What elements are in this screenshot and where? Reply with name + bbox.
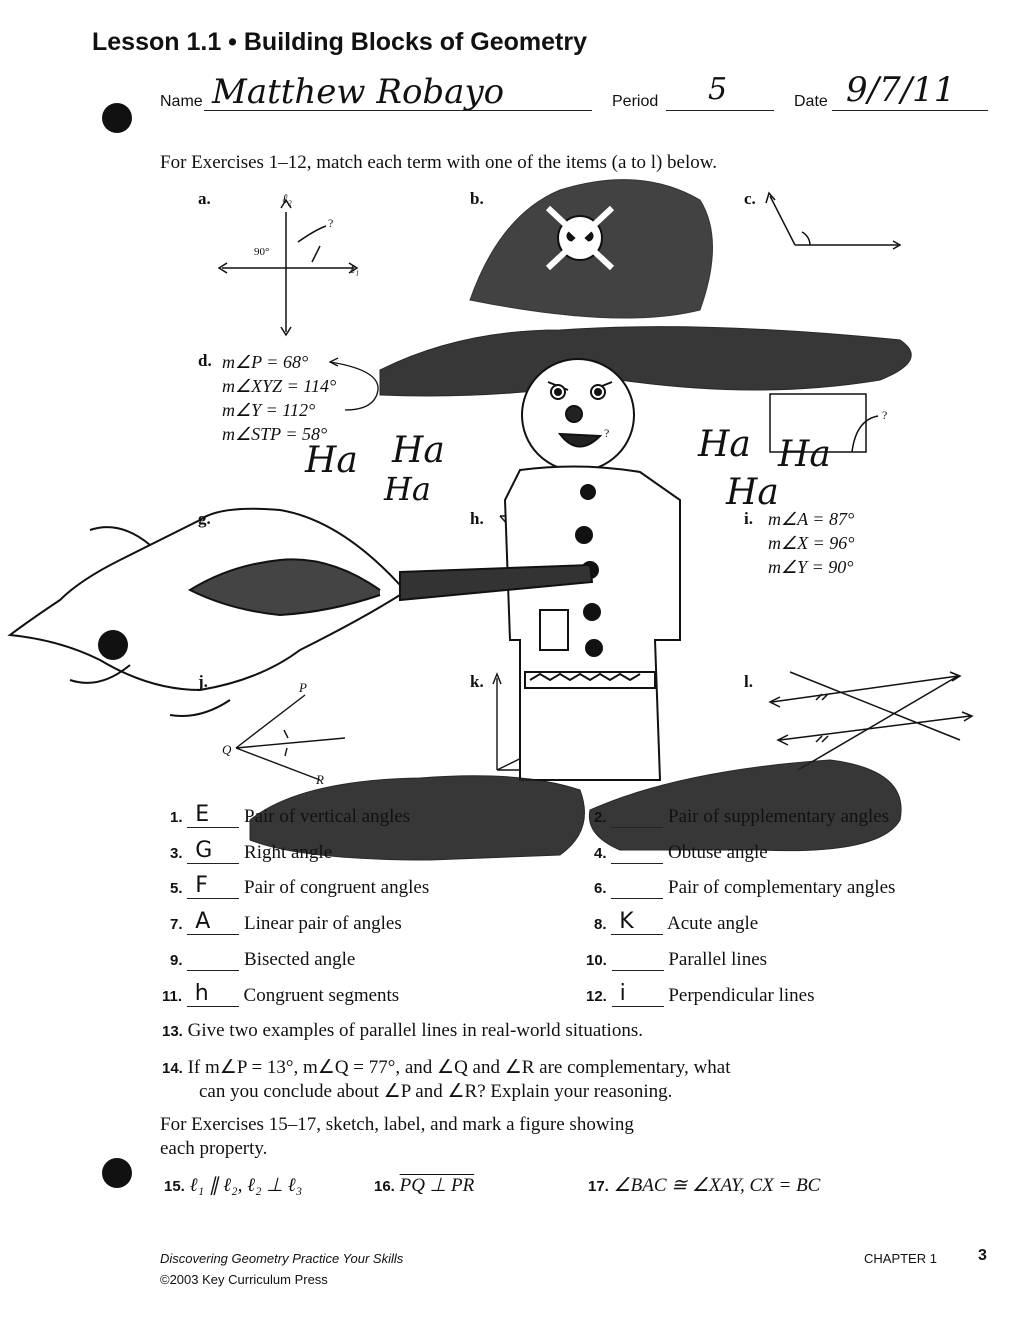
- figure-l-parallel-lines: [770, 672, 972, 770]
- exercises-15-17-intro-1: For Exercises 15–17, sketch, label, and mark a figure showing: [160, 1114, 634, 1135]
- figure-d-arrows: [330, 358, 378, 410]
- exercise-15: [164, 1174, 302, 1197]
- exercise-number: 11.: [162, 988, 183, 1005]
- doodle-ha-1: Ha: [305, 440, 358, 481]
- exercise-17: [588, 1174, 820, 1197]
- figure-label-d: d.: [198, 351, 212, 370]
- exercise-term: Right angle: [244, 842, 333, 863]
- exercise-6: [594, 877, 895, 899]
- exercise-15-text: ℓ₁ ∥ ℓ₂, ℓ₂ ⊥ ℓ₃: [189, 1175, 303, 1196]
- answer-value: G: [195, 838, 213, 863]
- figure-j-bisected-angle: [236, 695, 345, 780]
- exercise-number: 7.: [170, 916, 183, 933]
- figure-a-perpendicular: [219, 200, 360, 335]
- exercise-3: [170, 838, 333, 864]
- exercise-term: Congruent segments: [243, 985, 400, 1006]
- figure-a-question: ?: [328, 216, 334, 230]
- exercise-term: Pair of vertical angles: [244, 806, 411, 827]
- answer-blank-11[interactable]: [187, 981, 239, 1007]
- exercise-11: [162, 981, 400, 1007]
- figure-d-line-3: m∠Y = 112°: [222, 400, 316, 420]
- exercise-number: 10.: [586, 952, 607, 969]
- figure-label-h: h.: [470, 509, 484, 528]
- footer-copyright: ©2003 Key Curriculum Press: [160, 1272, 328, 1287]
- exercise-13-text: Give two examples of parallel lines in real-world situations.: [187, 1020, 643, 1041]
- figure-i-line-2: m∠X = 96°: [768, 533, 855, 553]
- answer-blank-6[interactable]: [611, 880, 663, 899]
- figure-label-c: c.: [744, 189, 756, 208]
- figure-label-k: k.: [470, 672, 484, 691]
- date-label: Date: [794, 93, 828, 110]
- answer-blank-5[interactable]: [187, 873, 239, 899]
- exercise-term: Bisected angle: [244, 949, 356, 970]
- answer-blank-3[interactable]: [187, 838, 239, 864]
- answer-value: K: [619, 909, 634, 934]
- exercise-number: 4.: [594, 845, 607, 862]
- exercise-number: 17.: [588, 1178, 609, 1195]
- figure-e-question: ?: [882, 408, 888, 422]
- figure-label-a: a.: [198, 189, 211, 208]
- doodle-ha-3: Ha: [384, 470, 431, 508]
- exercise-term: Perpendicular lines: [668, 985, 815, 1006]
- doodle-ha-2: Ha: [392, 430, 445, 471]
- period-value[interactable]: 5: [708, 72, 728, 107]
- doodle-ha-5: Ha: [778, 434, 831, 475]
- exercise-number: 14.: [162, 1060, 183, 1077]
- exercise-5: [170, 873, 430, 899]
- exercise-9: [170, 949, 355, 971]
- exercise-16: [374, 1174, 474, 1197]
- footer-chapter: CHAPTER 1: [864, 1251, 937, 1266]
- answer-value: h: [194, 981, 209, 1006]
- exercises-15-17-intro-2: each property.: [160, 1138, 268, 1159]
- answer-value: i: [619, 981, 626, 1006]
- exercise-7: [170, 909, 402, 935]
- figure-d-line-1: m∠P = 68°: [222, 352, 309, 372]
- figure-i-line-3: m∠Y = 90°: [768, 557, 854, 577]
- exercise-12: [586, 981, 815, 1007]
- date-value[interactable]: 9/7/11: [846, 70, 956, 110]
- figure-j-p-label: P: [299, 680, 307, 695]
- exercise-number: 9.: [170, 952, 183, 969]
- figure-d-line-2: m∠XYZ = 114°: [222, 376, 337, 396]
- figure-j-r-label: R: [316, 772, 324, 787]
- figure-i-line-1: m∠A = 87°: [768, 509, 855, 529]
- figure-a-l1-label: ℓ₁: [350, 262, 360, 276]
- page-title: Lesson 1.1 • Building Blocks of Geometry: [92, 28, 587, 56]
- period-label: Period: [612, 93, 659, 110]
- exercise-number: 2.: [594, 809, 607, 826]
- exercise-number: 12.: [586, 988, 607, 1005]
- exercise-2: [594, 806, 889, 828]
- answer-blank-7[interactable]: [187, 909, 239, 935]
- exercise-term: Acute angle: [666, 913, 759, 934]
- exercise-number: 1.: [170, 809, 183, 826]
- exercise-16-text: PQ ⊥ PR: [399, 1175, 475, 1196]
- exercise-10: [586, 949, 767, 971]
- exercise-14-line-2: can you conclude about ∠P and ∠R? Explain your reasoning.: [199, 1081, 673, 1102]
- exercise-term: Linear pair of angles: [244, 913, 402, 934]
- exercise-number: 15.: [164, 1178, 185, 1195]
- answer-value: F: [195, 873, 208, 898]
- exercise-8: [594, 909, 759, 935]
- answer-value: A: [195, 909, 211, 934]
- footer-book-title: Discovering Geometry Practice Your Skills: [160, 1251, 404, 1266]
- exercise-term: Pair of complementary angles: [668, 877, 896, 898]
- doodle-head: [522, 359, 634, 471]
- exercise-term: Pair of supplementary angles: [668, 806, 890, 827]
- instructions: For Exercises 1–12, match each term with one of the items (a to l) below.: [160, 152, 717, 173]
- footer-page-number: 3: [978, 1247, 987, 1264]
- exercise-17-text: ∠BAC ≅ ∠XAY, CX = BC: [613, 1175, 821, 1196]
- figure-label-l: l.: [744, 672, 753, 691]
- name-value[interactable]: Matthew Robayo: [212, 72, 505, 112]
- answer-value: E: [195, 802, 210, 827]
- name-label: Name: [160, 93, 203, 110]
- exercise-number: 3.: [170, 845, 183, 862]
- exercise-13: [162, 1020, 643, 1042]
- exercise-14-line-1: If m∠P = 13°, m∠Q = 77°, and ∠Q and ∠R are complementary, what: [187, 1057, 731, 1078]
- exercise-term: Obtuse angle: [668, 842, 768, 863]
- figure-d-line-4: m∠STP = 58°: [222, 424, 328, 444]
- doodle-body: [505, 466, 680, 780]
- exercise-number: 13.: [162, 1023, 183, 1040]
- doodle-hat: [380, 180, 911, 396]
- exercise-term: Pair of congruent angles: [244, 877, 430, 898]
- figure-c-angle: [766, 193, 900, 249]
- exercise-4: [594, 842, 768, 864]
- answer-blank-2[interactable]: [611, 809, 663, 828]
- answer-blank-1[interactable]: [187, 802, 239, 828]
- answer-blank-4[interactable]: [611, 845, 663, 864]
- doodle-ha-6: Ha: [726, 472, 779, 513]
- exercise-14: [162, 1056, 731, 1079]
- figure-label-j: j.: [198, 672, 208, 691]
- doodle-question-1: ?: [604, 426, 610, 440]
- figure-label-i: i.: [744, 509, 753, 528]
- exercise-number: 8.: [594, 916, 607, 933]
- exercise-number: 16.: [374, 1178, 395, 1195]
- exercise-number: 5.: [170, 880, 183, 897]
- figure-a-angle-label: 90°: [254, 246, 270, 258]
- answer-blank-10[interactable]: [612, 952, 664, 971]
- figure-label-b: b.: [470, 189, 484, 208]
- figure-j-q-label: Q: [222, 742, 232, 757]
- figure-a-l2-label: ℓ₂: [282, 191, 292, 206]
- answer-blank-8[interactable]: [611, 909, 663, 935]
- answer-blank-9[interactable]: [187, 952, 239, 971]
- figure-label-g: g.: [198, 509, 211, 528]
- exercise-term: Parallel lines: [668, 949, 768, 970]
- answer-blank-12[interactable]: [612, 981, 664, 1007]
- doodle-ha-4: Ha: [698, 424, 751, 465]
- exercise-number: 6.: [594, 880, 607, 897]
- exercise-1: [170, 802, 411, 828]
